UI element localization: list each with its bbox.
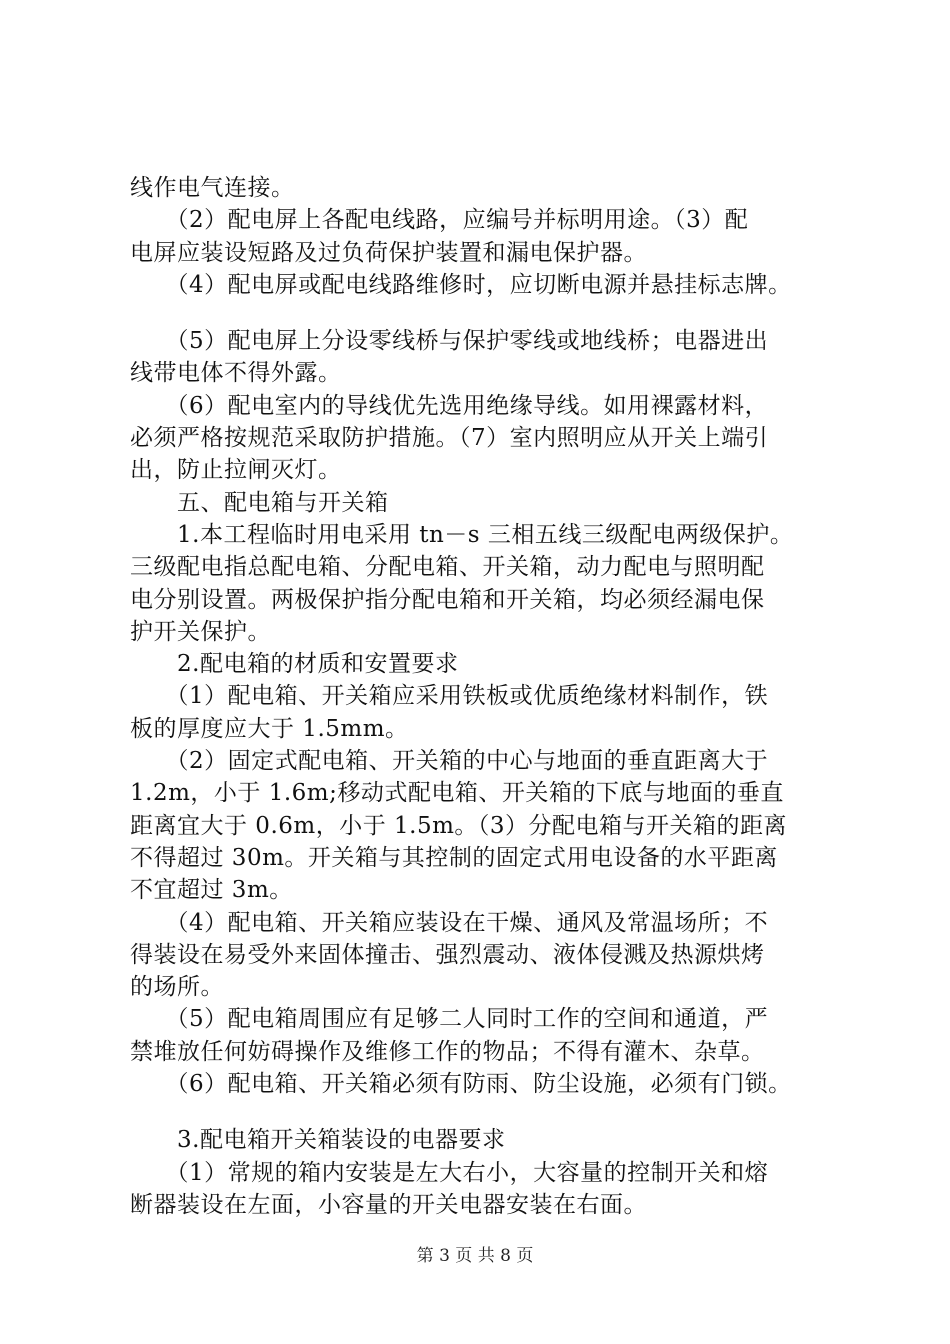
text-line: 三级配电指总配电箱、分配电箱、开关箱，动力配电与照明配 bbox=[130, 554, 765, 581]
body-text bbox=[130, 172, 840, 1221]
text-line: 电分别设置。两极保护指分配电箱和开关箱，均必须经漏电保 bbox=[130, 586, 765, 613]
text-line: 的场所。 bbox=[130, 974, 224, 1001]
text-line: 断器装设在左面，小容量的开关电器安装在右面。 bbox=[130, 1191, 647, 1218]
text-line: 出，防止拉闸灭灯。 bbox=[130, 457, 342, 484]
text-line: 板的厚度应大于 1.5mm。 bbox=[130, 715, 409, 742]
text-line: （6）配电室内的导线优先选用绝缘导线。如用裸露材料， bbox=[130, 392, 769, 419]
text-line: （5）配电屏上分设零线桥与保护零线或地线桥；电器进出 bbox=[130, 328, 769, 355]
text-line: （4）配电箱、开关箱应装设在干燥、通风及常温场所；不 bbox=[130, 909, 769, 936]
text-line: （2）固定式配电箱、开关箱的中心与地面的垂直距离大于 bbox=[130, 748, 769, 775]
text-line: 禁堆放任何妨碍操作及维修工作的物品；不得有灌木、杂草。 bbox=[130, 1038, 765, 1065]
text-line: 护开关保护。 bbox=[130, 618, 271, 645]
text-line: （1）常规的箱内安装是左大右小，大容量的控制开关和熔 bbox=[130, 1159, 769, 1186]
text-line: 必须严格按规范采取防护措施。（7）室内照明应从开关上端引 bbox=[130, 425, 769, 452]
text-line: 电屏应装设短路及过负荷保护装置和漏电保护器。 bbox=[130, 239, 647, 266]
text-line: 得装设在易受外来固体撞击、强烈震动、液体侵溅及热源烘烤 bbox=[130, 941, 765, 968]
paragraph-gap bbox=[130, 301, 840, 325]
subsection-heading: 2.配电箱的材质和安置要求 bbox=[130, 651, 459, 678]
text-line: （5）配电箱周围应有足够二人同时工作的空间和通道，严 bbox=[130, 1006, 769, 1033]
text-line: 不宜超过 3m。 bbox=[130, 877, 293, 904]
text-line: 1.2m，小于 1.6m;移动式配电箱、开关箱的下底与地面的垂直 bbox=[130, 780, 784, 807]
text-line: （4）配电屏或配电线路维修时，应切断电源并悬挂标志牌。 bbox=[130, 271, 792, 298]
paragraph-gap bbox=[130, 1100, 840, 1124]
section-heading: 五、配电箱与开关箱 bbox=[130, 489, 389, 516]
text-line: 线作电气连接。 bbox=[130, 175, 295, 201]
subsection-heading: 3.配电箱开关箱装设的电器要求 bbox=[130, 1127, 506, 1154]
text-line: （6）配电箱、开关箱必须有防雨、防尘设施，必须有门锁。 bbox=[130, 1071, 792, 1098]
text-line: （1）配电箱、开关箱应采用铁板或优质绝缘材料制作，铁 bbox=[130, 683, 769, 710]
text-line: 不得超过 30m。开关箱与其控制的固定式用电设备的水平距离 bbox=[130, 844, 778, 871]
text-line: 距离宜大于 0.6m，小于 1.5m。（3）分配电箱与开关箱的距离 bbox=[130, 812, 788, 839]
page-number-footer: 第 3 页 共 8 页 bbox=[416, 1246, 534, 1266]
text-line: 1.本工程临时用电采用 tn－s 三相五线三级配电两级保护。 bbox=[130, 521, 794, 548]
text-line: 线带电体不得外露。 bbox=[130, 360, 342, 387]
text-line: （2）配电屏上各配电线路，应编号并标明用途。（3）配 bbox=[130, 207, 749, 234]
